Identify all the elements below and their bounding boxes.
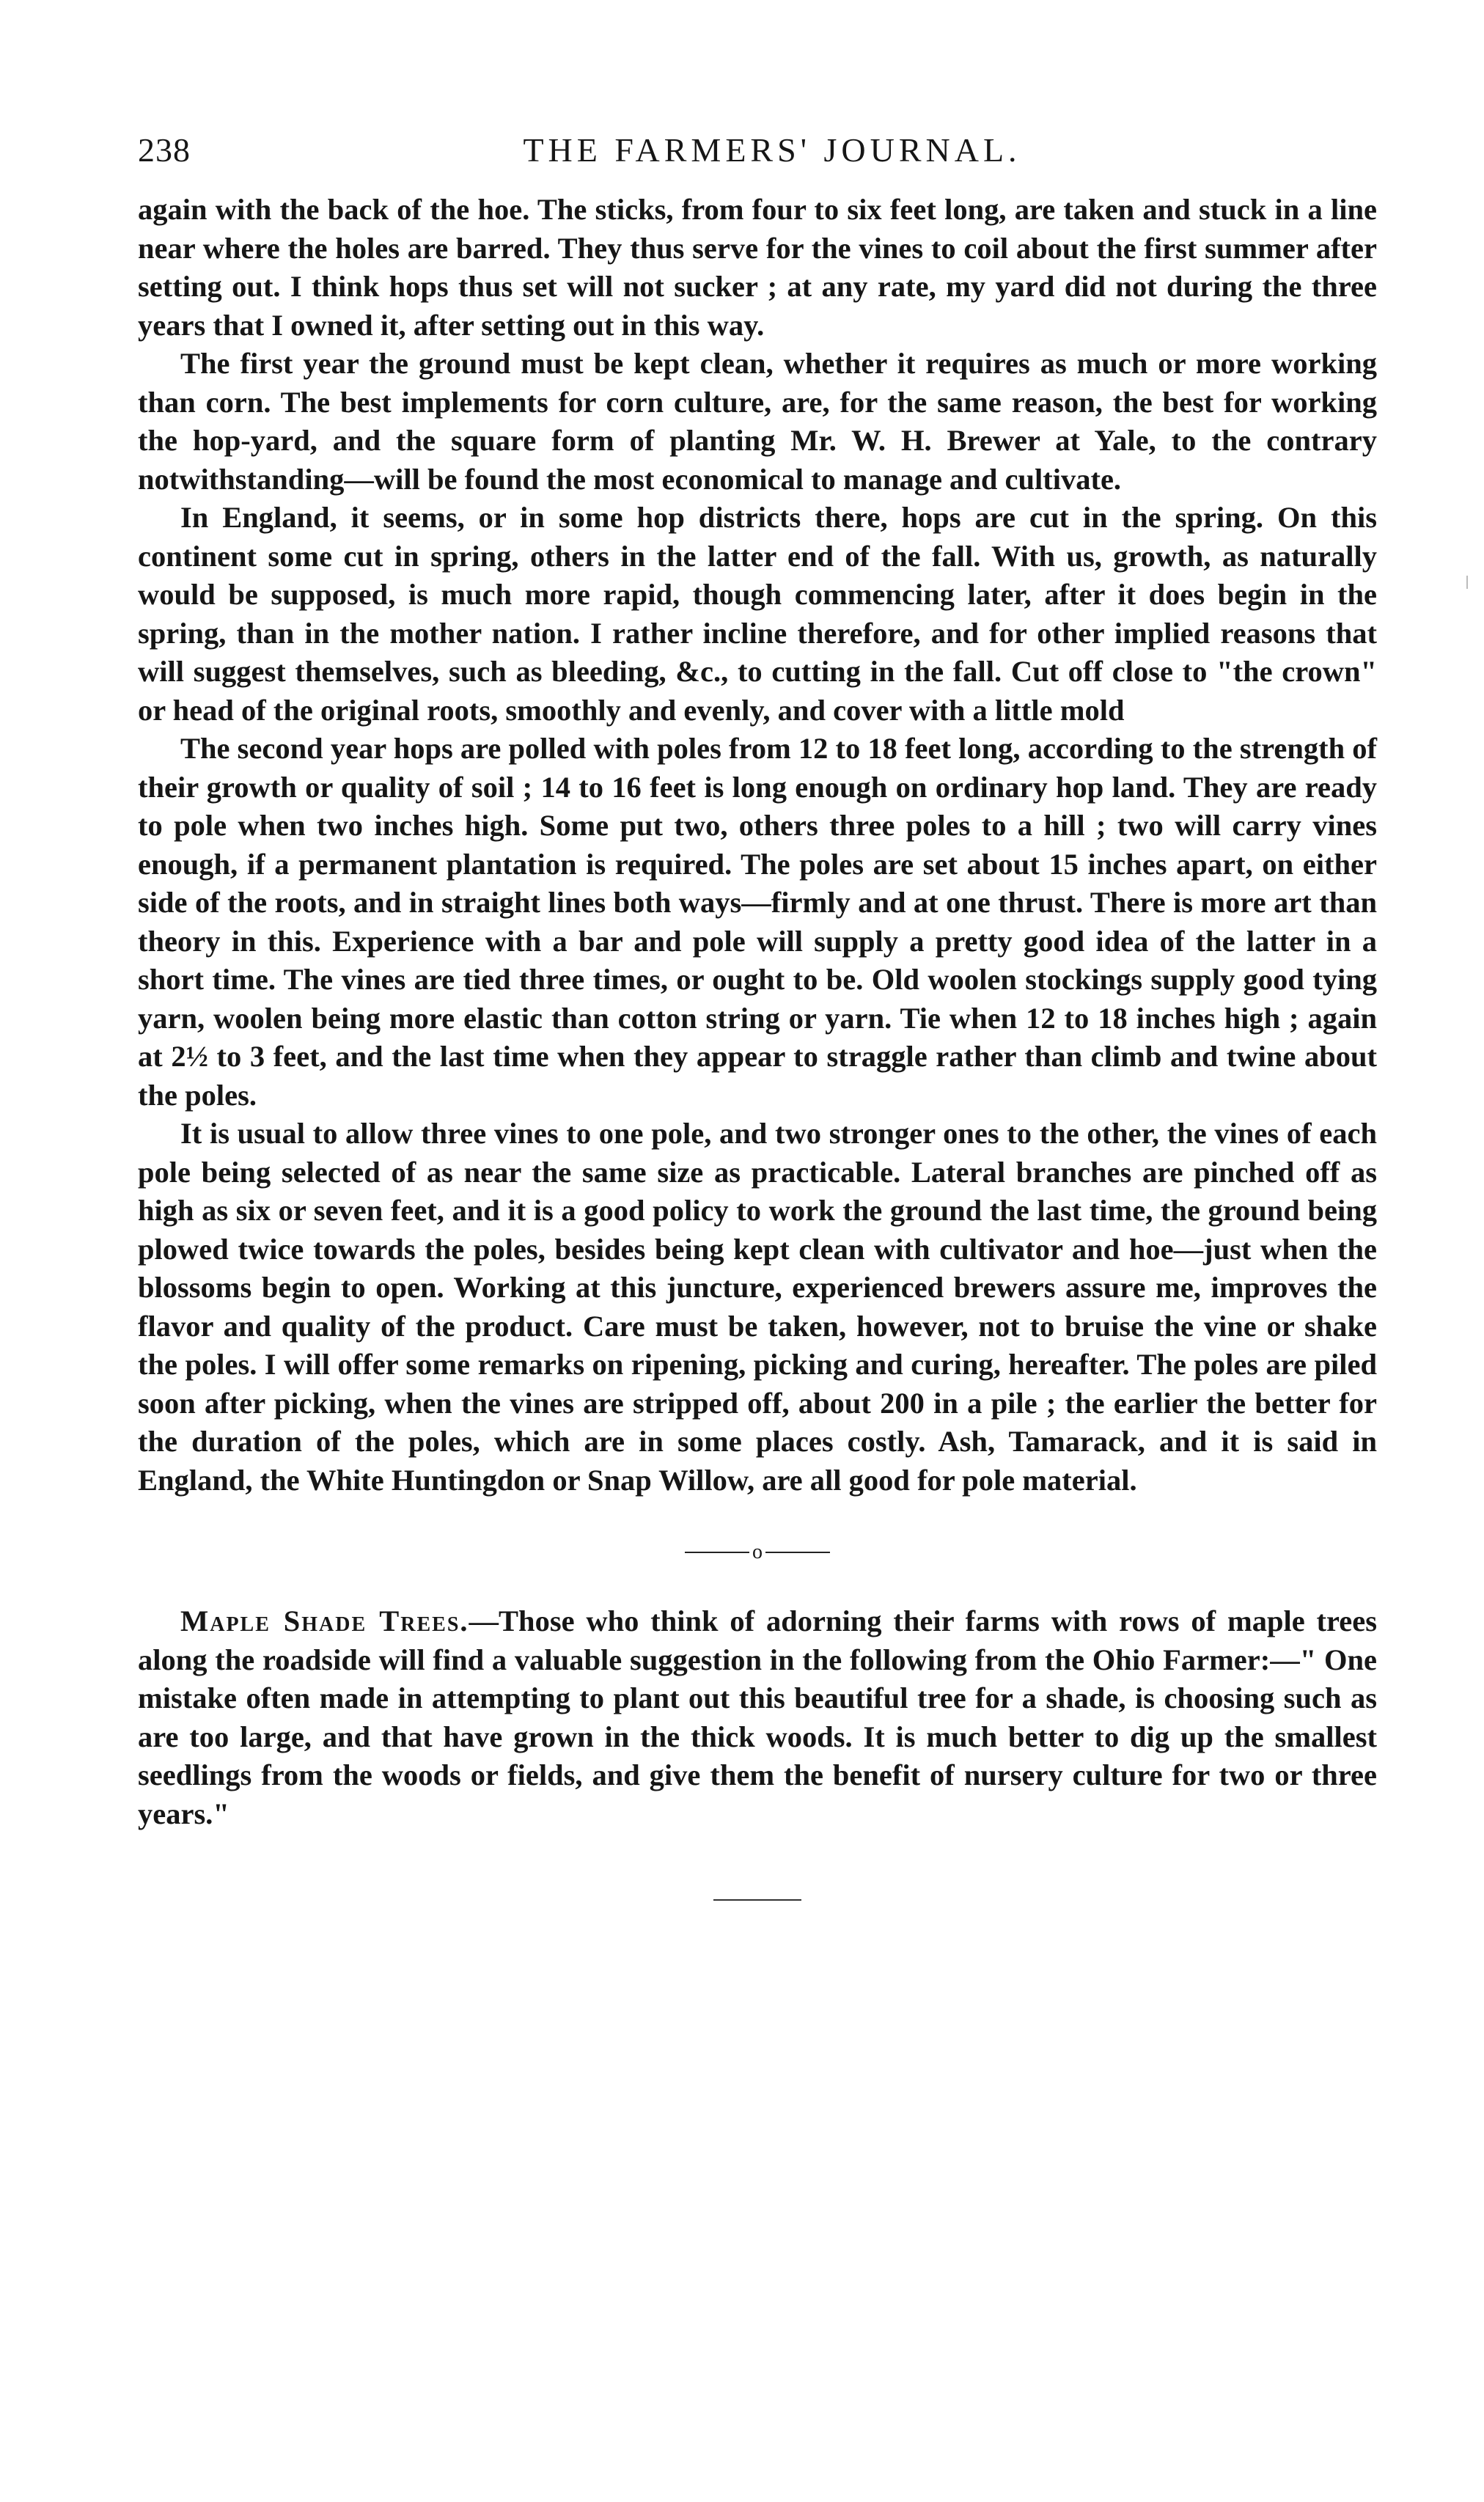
end-rule	[713, 1899, 801, 1901]
journal-page	[138, 117, 1377, 1901]
paragraph: The second year hops are polled with poles from 12 to 18 feet long, according to the strength of their growth or quality of soil ; 14 to 16 feet is long enough on ordinary hop land. They are ready to pole when two inches high. Some put two, others three poles to a hill ; two will carry vines enough, if a permanent plantation is required. The poles are set about 15 inches apart, on either side of the roots, and in straight lines both ways—firmly and at one thrust. There is more art than theory in this. Experience with a bar and pole will supply a pretty good idea of the latter in a short time. The vines are tied three times, or ought to be. Old woolen stockings supply good tying yarn, woolen being more elastic than cotton string or yarn. Tie when 12 to 18 inches high ; again at 2½ to 3 feet, and the last time when they appear to straggle rather than climb and twine about the poles.	[138, 732, 1377, 1112]
article-heading: Maple Shade Trees.	[180, 1604, 469, 1637]
divider-line-right	[765, 1552, 830, 1553]
divider-line-left	[685, 1552, 749, 1553]
paragraph: In England, it seems, or in some hop districts there, hops are cut in the spring. On this continent some cut in spring, others in the latter end of the fall. With us, growth, as naturally would be supposed, is much more rapid, though commencing later, after it does begin in the spring, than in the mother nation. I rather incline therefore, and for other implied reasons that will suggest themselves, such as bleeding, &c., to cutting in the fall. Cut off close to "the crown" or head of the original roots, smoothly and evenly, and cover with a little mold	[138, 501, 1377, 727]
paragraph: It is usual to allow three vines to one pole, and two stronger ones to the other, the vines of each pole being selected of as near the same size as practicable. Lateral branches are pinched off as high as six or seven feet, and it is a good policy to work the ground the last time, the ground being plowed twice towards the poles, besides being kept clean with cultivator and hoe—just when the blossoms begin to open. Working at this juncture, experienced brewers assure me, improves the flavor and quality of the product. Care must be taken, however, not to bruise the vine or shake the poles. I will offer some remarks on ripening, picking and curing, hereafter. The poles are piled soon after picking, when the vines are stripped off, about 200 in a pile ; the earlier the better for the duration of the poles, which are in some places costly. Ash, Tamarack, and it is said in England, the White Huntingdon or Snap Willow, are all good for pole material.	[138, 1117, 1377, 1497]
maple-shade-trees-article	[138, 1602, 1377, 1833]
paragraph: again with the back of the hoe. The sticks, from four to six feet long, are taken and stuck in a line near where the holes are barred. They thus serve for the vines to coil about the first summer after setting out. I think hops thus set will not sucker ; at any rate, my yard did not during the three years that I owned it, after setting out in this way.	[138, 193, 1377, 342]
hop-culture-text	[138, 191, 1377, 1500]
page-number: 238	[138, 131, 191, 169]
page-header	[138, 117, 1377, 176]
margin-mark	[1466, 576, 1468, 589]
divider-mark: o	[752, 1540, 763, 1563]
article-paragraph	[138, 1602, 1377, 1833]
article-text: —Those who think of adorning their farms with rows of maple trees along the roadside will find a valuable suggestion in the following from the Ohio Farmer:—" One mistake often made in attempting to plant out this beautiful tree for a shade, is choosing such as are too large, and that have grown in the thick woods. It is much better to dig up the smallest seedlings from the woods or fields, and give them the benefit of nursery culture for two or three years."	[138, 1604, 1377, 1830]
paragraph: The first year the ground must be kept clean, whether it requires as much or more working than corn. The best implements for corn culture, are, for the same reason, the best for working the hop-yard, and the square form of planting Mr. W. H. Brewer at Yale, to the contrary notwithstanding—will be found the most economical to manage and cultivate.	[138, 347, 1377, 496]
running-title: THE FARMERS' JOURNAL.	[523, 131, 1021, 169]
section-divider	[138, 1529, 1377, 1573]
